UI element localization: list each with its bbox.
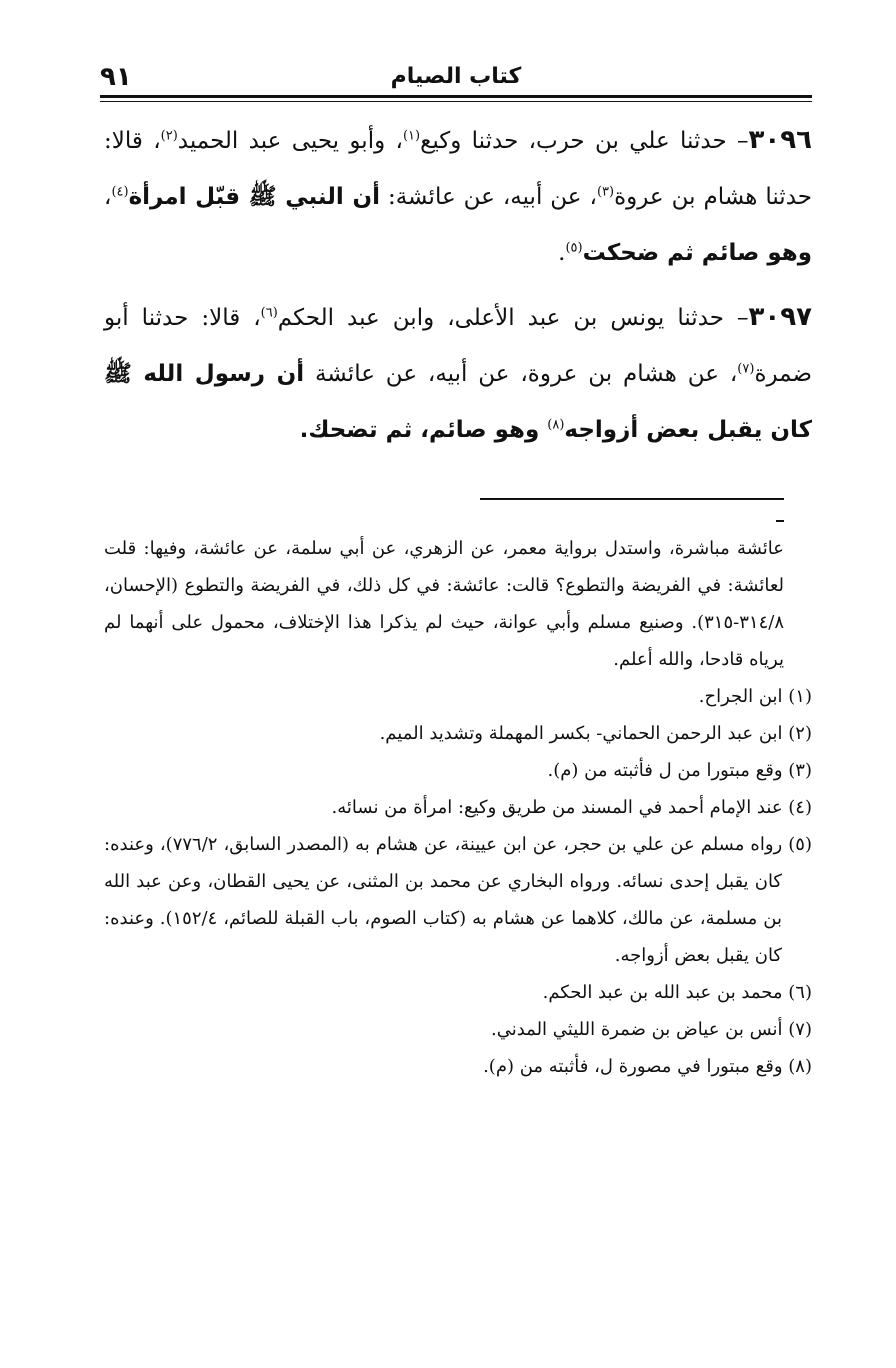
footnote-item: (٦) محمد بن عبد الله بن عبد الحكم. <box>542 982 812 1003</box>
hadith-3096 <box>104 112 812 281</box>
hadith-matn: وهو صائم ثم ضحكت <box>582 240 812 266</box>
hadith-text: ، وأبو يحيى عبد الحميد <box>177 128 403 154</box>
hadith-number: ٣٠٩٧ <box>748 302 812 332</box>
footnote-item: (٤) عند الإمام أحمد في المسند من طريق وكيع: امرأة من نسائه. <box>331 797 812 818</box>
page-number: ٩١ <box>100 62 132 92</box>
header-rule-thick <box>100 95 812 98</box>
hadith-matn: وهو صائم، ثم تضحك. <box>299 417 548 443</box>
footnote-continuation: عائشة مباشرة، واستدل برواية معمر، عن الزهري، عن أبي سلمة، عن عائشة، وفيها: قلت لعائشة: في الفريضة والتطوع؟ قالت: عائشة: في كل ذلك، في الفريضة والتطوع (الإحسان، ٣١٤/٨-٣١٥). وصنيع مسلم وأبي عوانة، حيث لم يذكرا هذا الإختلاف، محمول على أنهما لم يرياه قادحا، والله أعلم. <box>104 538 784 670</box>
running-title: كتاب الصيام <box>390 64 522 89</box>
hadith-3097 <box>104 289 812 458</box>
footnote-item: (٧) أنس بن عياض بن ضمرة الليثي المدني. <box>490 1019 812 1040</box>
page-header <box>100 58 812 98</box>
footnote-ref: (٧) <box>737 361 755 377</box>
hadith-matn: أن النبي ﷺ قبّل امرأة <box>128 184 380 210</box>
footnote-item: (٢) ابن عبد الرحمن الحماني- بكسر المهملة وتشديد الميم. <box>379 723 812 744</box>
footnote-ref: (٤) <box>111 184 129 200</box>
hadith-text: ، قالا: حدثنا هشام بن عروة <box>104 128 812 210</box>
footnote-ref: (٥) <box>565 240 583 256</box>
footnote-ref: (٣) <box>596 184 615 200</box>
footnote-ref: (١) <box>402 128 421 144</box>
footnote-ref: (٦) <box>260 305 278 321</box>
hadith-text: . <box>558 240 566 266</box>
footnote-item: (١) ابن الجراح. <box>698 686 812 707</box>
hadith-matn: أن رسول الله ﷺ كان يقبل بعض أزواجه <box>104 361 812 443</box>
footnote-ref: (٢) <box>160 128 178 144</box>
footnotes <box>104 530 812 1085</box>
footnote-item: (٣) وقع مبتورا من ل فأثبته من (م). <box>547 760 812 781</box>
header-rule-thin <box>100 101 812 102</box>
hadith-text: – حدثنا يونس بن عبد الأعلى، وابن عبد الحكم <box>277 305 749 331</box>
hadith-text: ، عن هشام بن عروة، عن أبيه، عن عائشة <box>304 361 738 387</box>
hadith-number: ٣٠٩٦ <box>748 125 812 155</box>
main-text <box>104 112 812 466</box>
footnote-item: (٥) رواه مسلم عن علي بن حجر، عن ابن عيينة، عن هشام به (المصدر السابق، ٧٧٦/٢)، وعنده: كان يقبل إحدى نسائه. ورواه البخاري عن محمد بن المثنى، عن يحيى القطان، وعن عبد الله بن مسلمة، عن مالك، كلاهما عن هشام به (كتاب الصوم، باب القبلة للصائم، ١٥٢/٤). وعنده: كان يقبل بعض أزواجه. <box>104 834 812 966</box>
hadith-text: ، <box>104 184 112 210</box>
footnote-separator <box>480 498 784 500</box>
footnote-item: (٨) وقع مبتورا في مصورة ل، فأثبته من (م). <box>483 1056 812 1077</box>
footnote-ref: (٨) <box>547 417 565 433</box>
footnote-continuation-mark <box>776 520 784 522</box>
hadith-text: ، قالا: حدثنا أبو ضمرة <box>104 305 813 387</box>
hadith-text: – حدثنا علي بن حرب، حدثنا وكيع <box>420 128 749 154</box>
hadith-text: ، عن أبيه، عن عائشة: <box>379 184 597 210</box>
